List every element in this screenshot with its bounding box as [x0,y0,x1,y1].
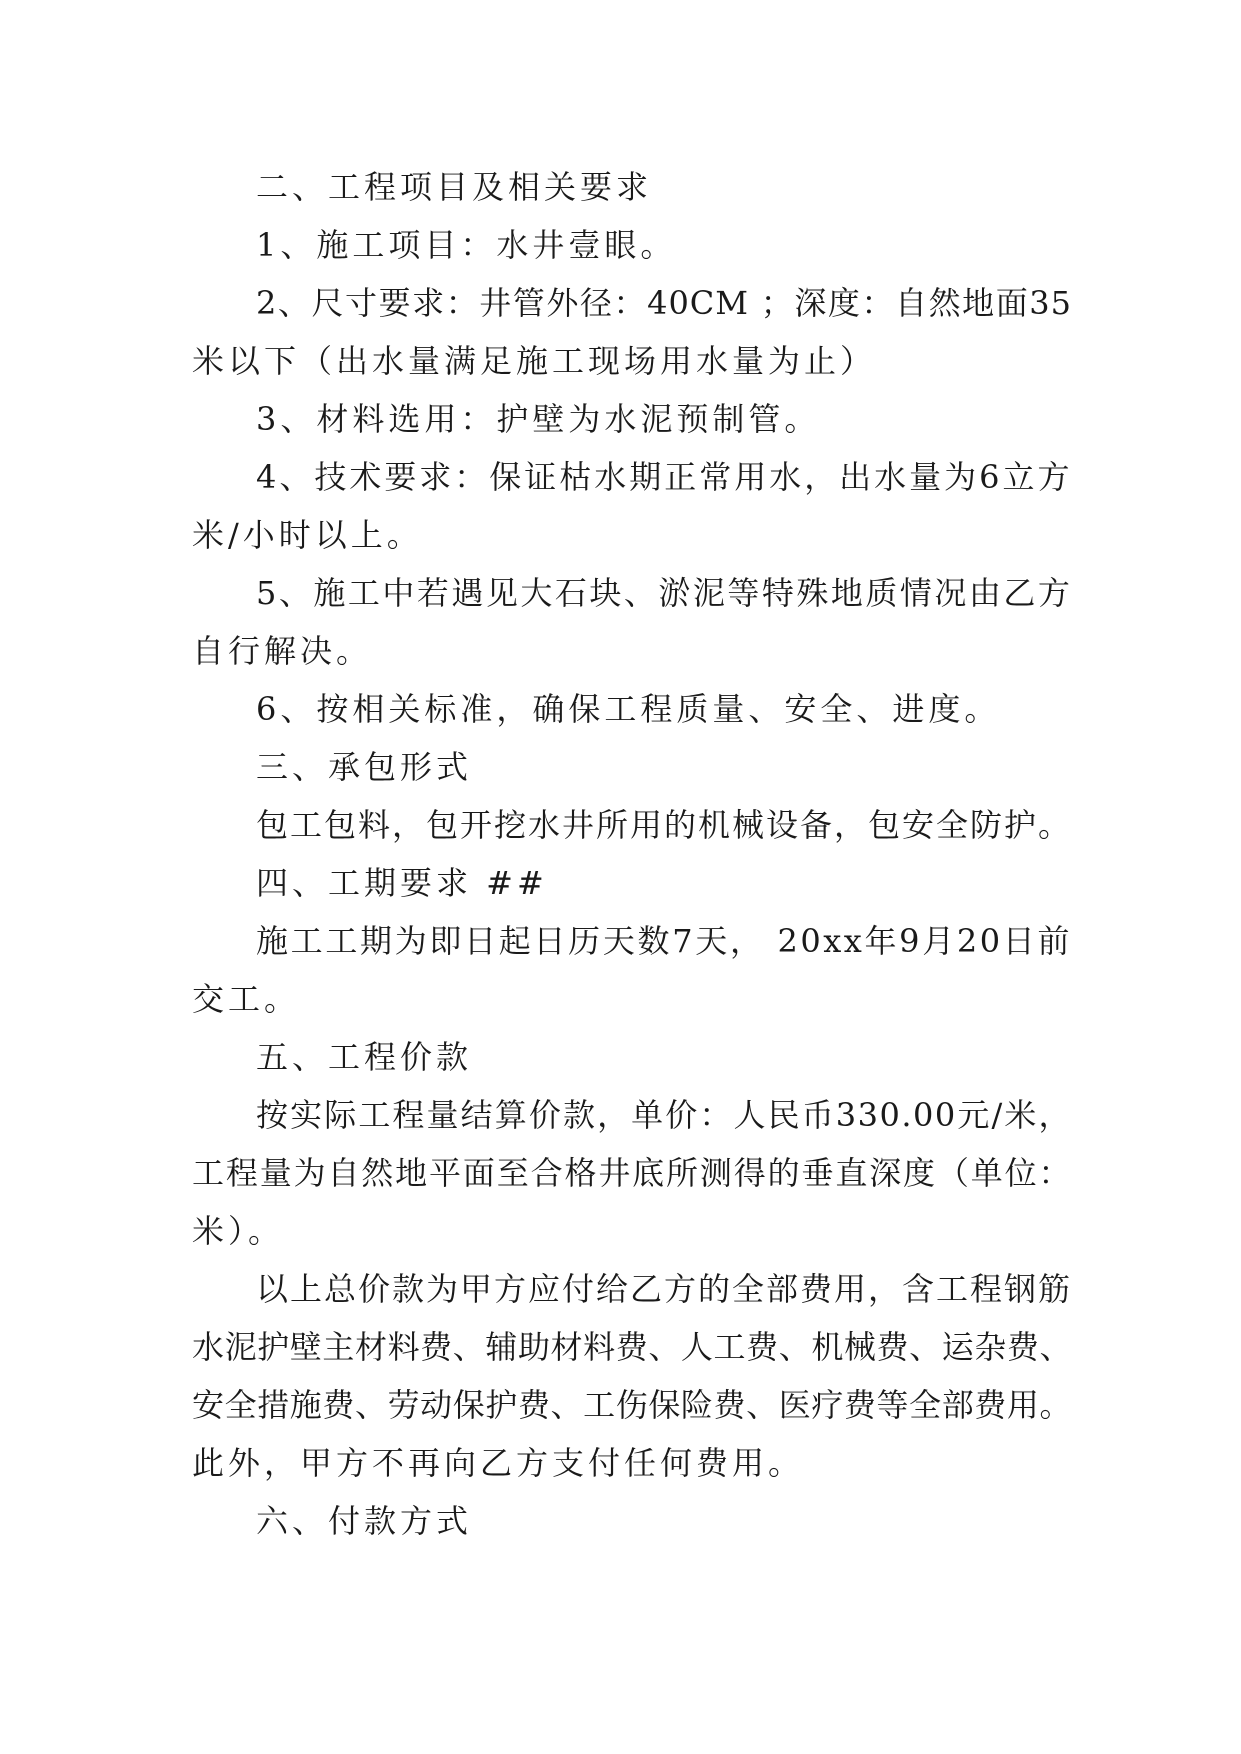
text-line: 此外，甲方不再向乙方支付任何费用。 [192,1444,805,1482]
text-line: 6、按相关标准，确保工程质量、安全、进度。 [256,690,1001,728]
text-line: 3、材料选用：护壁为水泥预制管。 [256,400,821,438]
text-line: 施工工期为即日起日历天数7天， 20xx年9月20日前 [256,922,1072,960]
text-line: 四、工期要求 ## [256,864,548,902]
text-line: 自行解决。 [192,632,373,670]
text-line: 按实际工程量结算价款，单价：人民币330.00元/米， [256,1096,1072,1134]
text-line: 4、技术要求：保证枯水期正常用水，出水量为6立方 [256,458,1072,496]
text-line: 米/小时以上。 [192,516,423,554]
text-line: 安全措施费、劳动保护费、工伤保险费、医疗费等全部费用。 [192,1386,1072,1424]
document-body [192,158,1072,1550]
text-line: 5、施工中若遇见大石块、淤泥等特殊地质情况由乙方 [256,574,1073,612]
text-line: 以上总价款为甲方应付给乙方的全部费用，含工程钢筋 [256,1270,1073,1308]
text-line: 2、尺寸要求：井管外径：40CM ；深度：自然地面35 [256,284,1072,322]
text-line: 五、工程价款 [256,1038,473,1076]
text-line: 二、工程项目及相关要求 [256,168,653,206]
text-line: 1、施工项目：水井壹眼。 [256,226,677,264]
text-line: 六、付款方式 [256,1502,473,1540]
text-line: 米以下（出水量满足施工现场用水量为止） [192,342,877,380]
text-line: 交工。 [192,980,301,1018]
text-line: 三、承包形式 [256,748,473,786]
text-line: 工程量为自然地平面至合格井底所测得的垂直深度（单位： [192,1154,1072,1192]
text-line: 水泥护壁主材料费、辅助材料费、人工费、机械费、运杂费、 [192,1328,1072,1366]
text-line: 包工包料，包开挖水井所用的机械设备，包安全防护。 [256,806,1073,844]
text-line: 米）。 [192,1212,285,1250]
